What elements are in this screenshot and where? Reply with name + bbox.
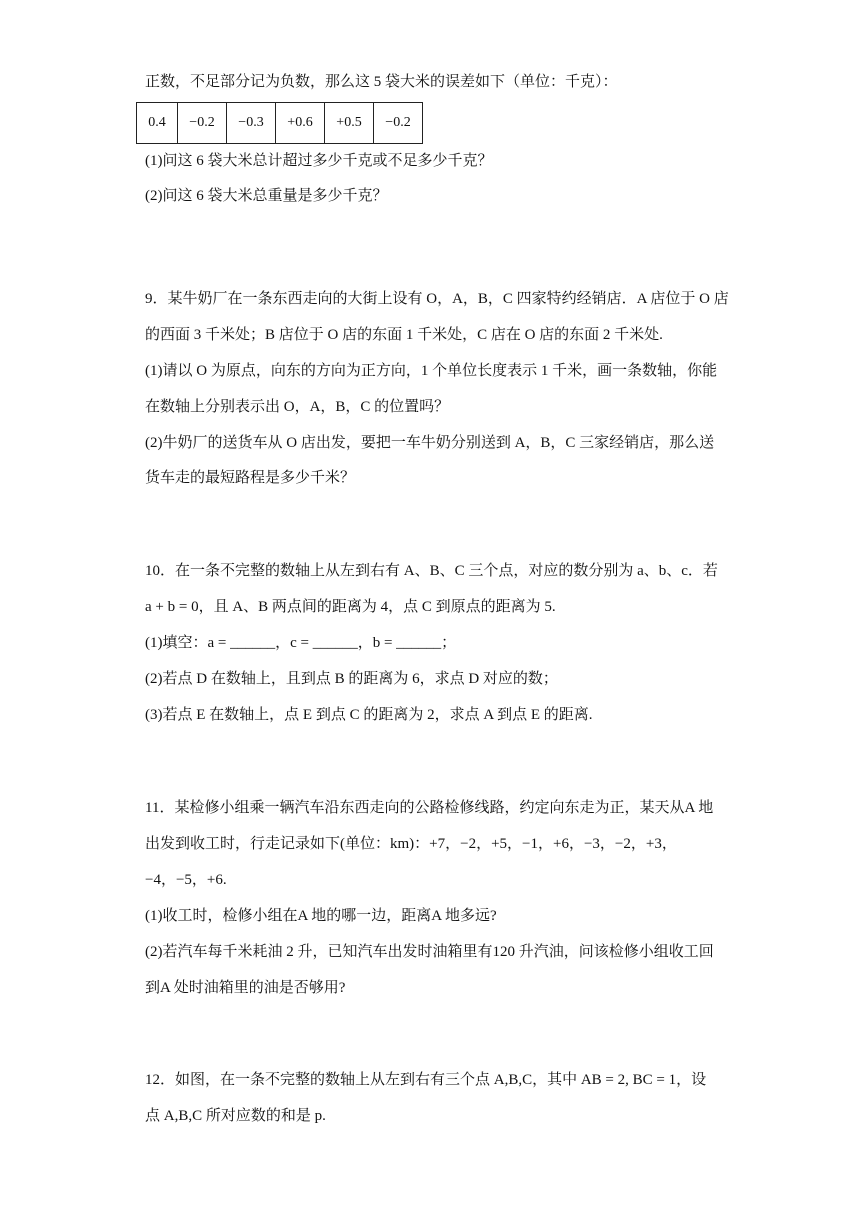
q10-part3: (3)若点 E 在数轴上，点 E 到点 C 的距离为 2，求点 A 到点 E 的距离. bbox=[145, 707, 593, 723]
q11-part1: (1)收工时，检修小组在A 地的哪一边，距离A 地多远? bbox=[145, 908, 497, 924]
q10-line2: a + b = 0，且 A、B 两点间的距离为 4，点 C 到原点的距离为 5. bbox=[145, 599, 556, 615]
q9-line1: 9．某牛奶厂在一条东西走向的大街上设有 O，A，B，C 四家特约经销店．A 店位于 O 店 bbox=[145, 291, 729, 307]
table-cell: 0.4 bbox=[137, 103, 178, 144]
table-cell: −0.3 bbox=[227, 103, 276, 144]
q10-part2: (2)若点 D 在数轴上，且到点 B 的距离为 6，求点 D 对应的数； bbox=[145, 671, 558, 687]
q11-line1: 11．某检修小组乘一辆汽车沿东西走向的公路检修线路，约定向东走为正，某天从A 地 bbox=[145, 800, 714, 816]
q10-part1: (1)填空：a = ______，c = ______，b = ______； bbox=[145, 635, 457, 651]
table-cell: −0.2 bbox=[374, 103, 423, 144]
table-cell: −0.2 bbox=[178, 103, 227, 144]
table-cell: +0.6 bbox=[276, 103, 325, 144]
q8-intro-line: 正数，不足部分记为负数，那么这 5 袋大米的误差如下（单位：千克）： bbox=[145, 74, 618, 90]
error-table bbox=[136, 102, 423, 144]
table-row bbox=[137, 103, 423, 144]
q12-line2: 点 A,B,C 所对应数的和是 p. bbox=[145, 1108, 326, 1124]
q9-part1-line2: 在数轴上分别表示出 O，A，B，C 的位置吗？ bbox=[145, 399, 450, 415]
q9-part1-line1: (1)请以 O 为原点，向东的方向为正方向，1 个单位长度表示 1 千米，画一条数轴，你能 bbox=[145, 363, 718, 379]
q11-line2: 出发到收工时，行走记录如下(单位：km)：+7，−2，+5，−1，+6，−3，−2，+3， bbox=[145, 836, 677, 852]
table-cell: +0.5 bbox=[325, 103, 374, 144]
q9-part2-line2: 货车走的最短路程是多少千米？ bbox=[145, 470, 356, 486]
q11-part2-line1: (2)若汽车每千米耗油 2 升，已知汽车出发时油箱里有120 升汽油，问该检修小组收工回 bbox=[145, 944, 714, 960]
q11-line3: −4，−5，+6. bbox=[145, 872, 227, 888]
q10-line1: 10．在一条不完整的数轴上从左到右有 A、B、C 三个点，对应的数分别为 a、b、c．若 bbox=[145, 563, 718, 579]
q8-part2: (2)问这 6 袋大米总重量是多少千克？ bbox=[145, 188, 388, 204]
q8-part1: (1)问这 6 袋大米总计超过多少千克或不足多少千克？ bbox=[145, 153, 493, 169]
q12-line1: 12．如图，在一条不完整的数轴上从左到右有三个点 A,B,C，其中 AB = 2, BC = 1，设 bbox=[145, 1072, 707, 1088]
q9-part2-line1: (2)牛奶厂的送货车从 O 店出发，要把一车牛奶分别送到 A，B，C 三家经销店，那么送 bbox=[145, 435, 715, 451]
q11-part2-line2: 到A 处时油箱里的油是否够用? bbox=[145, 980, 346, 996]
q9-line2: 的西面 3 千米处；B 店位于 O 店的东面 1 千米处，C 店在 O 店的东面 2 千米处. bbox=[145, 327, 663, 343]
